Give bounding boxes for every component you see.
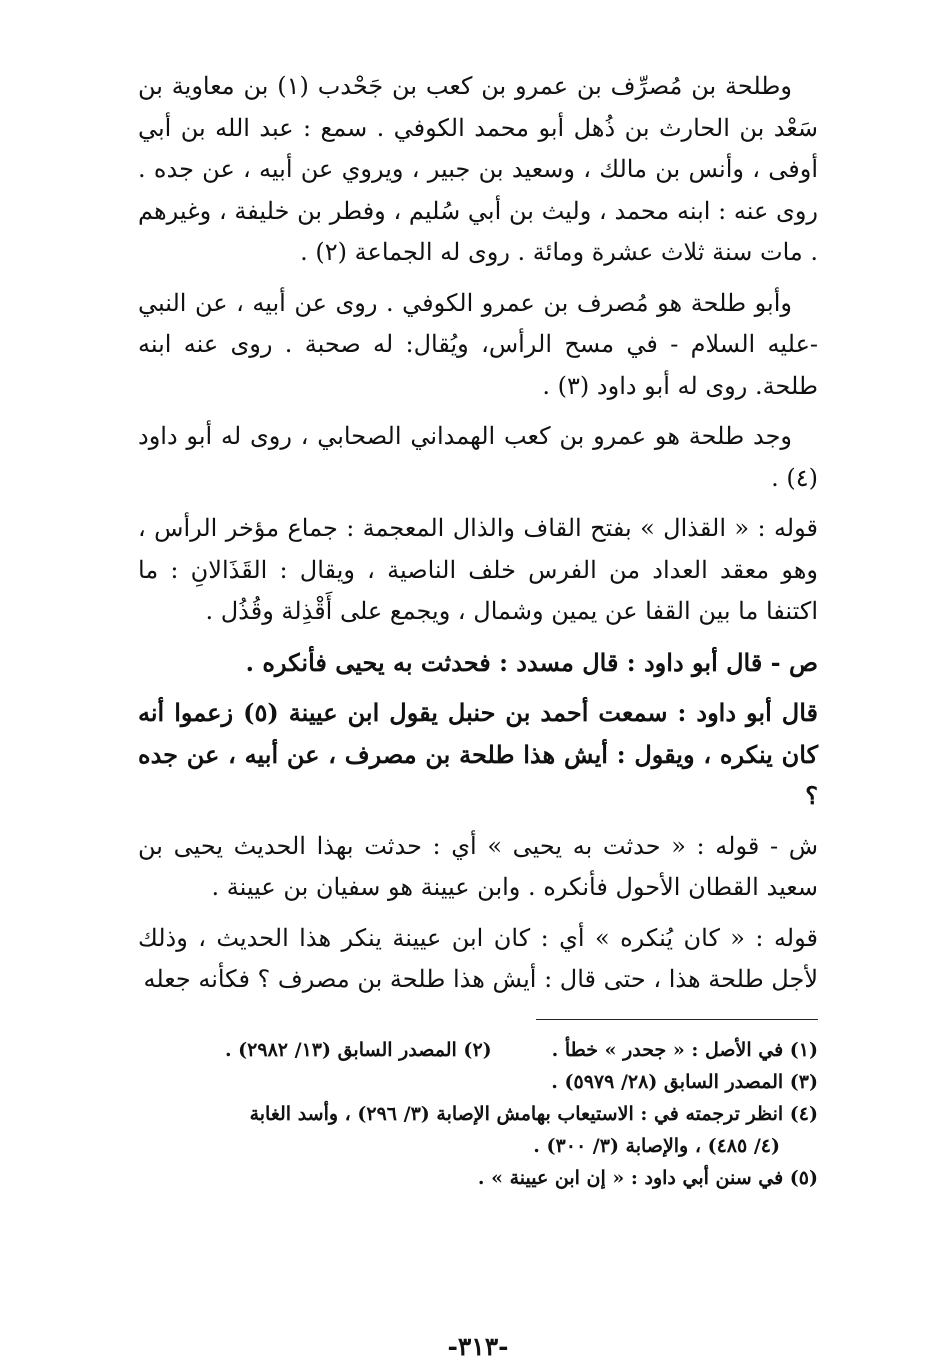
paragraph-sharh: ش - قوله : « حدثت به يحيى » أي : حدثت بهذا الحديث يحيى بن سعيد القطان الأحول فأنكره . وابن عيينة هو سفيان بن عيينة . bbox=[138, 831, 818, 901]
footnote-separator bbox=[536, 1019, 818, 1020]
footnote-1: (١) في الأصل : « جحدر » خطأ . bbox=[551, 1039, 818, 1061]
page-number: -٣١٣- bbox=[447, 1332, 509, 1361]
paragraph-abu-dawud-quote: قال أبو داود : سمعت أحمد بن حنبل يقول ابن عيينة (٥) زعموا أنه كان ينكره ، ويقول : أيش هذا طلحة بن مصرف ، عن أبيه ، عن جده ؟ bbox=[138, 698, 819, 810]
footnote-4-continued: (٤/ ٤٨٥) ، والإصابة (٣/ ٣٠٠) . bbox=[533, 1135, 780, 1157]
paragraph-kana-yunkiruhu: قوله : « كان يُنكره » أي : كان ابن عيينة ينكر هذا الحديث ، وذلك لأجل طلحة هذا ، حتى قال : أيش هذا طلحة بن مصرف ؟ فكأنه جعله bbox=[138, 923, 818, 993]
footnote-3: (٣) المصدر السابق (٢٨/ ٥٩٧٩) . bbox=[551, 1071, 818, 1093]
footnote-2: (٢) المصدر السابق (١٣/ ٢٩٨٢) . bbox=[224, 1039, 492, 1061]
footnote-5: (٥) في سنن أبي داود : « إن ابن عيينة » . bbox=[477, 1167, 818, 1189]
footnote-row-1 bbox=[138, 1034, 818, 1066]
footnote-4: (٤) انظر ترجمته في : الاستيعاب بهامش الإصابة (٣/ ٢٩٦) ، وأسد الغابة bbox=[249, 1103, 818, 1125]
book-page bbox=[138, 66, 819, 1361]
paragraph-grandfather: وجد طلحة هو عمرو بن كعب الهمداني الصحابي ، روى له أبو داود (٤) . bbox=[138, 422, 818, 492]
paragraph-text-sad: ص - قال أبو داود : قال مسدد : فحدثت به يحيى فأنكره . bbox=[245, 647, 818, 677]
paragraph-abu-talha: وأبو طلحة هو مُصرف بن عمرو الكوفي . روى عن أبيه ، عن النبي -عليه السلام - في مسح الرأس، ويُقال: له صحبة . روى عنه ابنه طلحة. روى له أبو داود (٣) . bbox=[138, 288, 818, 400]
paragraph-qadhal-definition: قوله : « القذال » بفتح القاف والذال المعجمة : جماع مؤخر الرأس ، وهو معقد العداد من الفرس خلف الناصية ، ويقال : القَذَالانِ : ما اكتنفا ما بين القفا عن يمين وشمال ، ويجمع على أَقْذِلة وقُذُل . bbox=[138, 514, 818, 625]
paragraph-talha-biography: وطلحة بن مُصرِّف بن عمرو بن كعب بن جَحْدب (١) بن معاوية بن سَعْد بن الحارث بن ذُهل أبو محمد الكوفي . سمع : عبد الله بن أبي أوفى ، وأنس بن مالك ، وسعيد بن جبير ، ويروي عن أبيه ، عن جده . روى عنه : ابنه محمد ، وليث بن أبي سُليم ، وفطر بن خليفة ، وغيرهم . مات سنة ثلاث عشرة ومائة . روى له الجماعة (٢) . bbox=[138, 72, 818, 266]
footnotes bbox=[138, 1034, 818, 1194]
